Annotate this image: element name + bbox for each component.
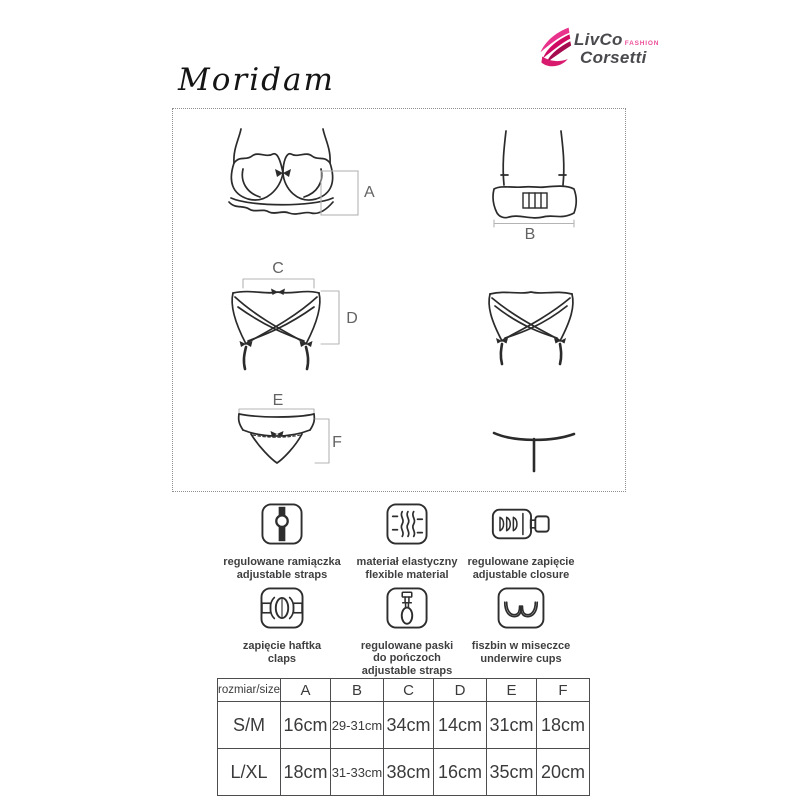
brand-name-bottom: Corsetti	[580, 47, 647, 67]
value-cell: 16cm	[433, 749, 486, 796]
adjustable-straps-icon	[260, 503, 304, 545]
header-cell-size: rozmiar/size	[218, 679, 281, 702]
value-cell: 31cm	[486, 702, 536, 749]
feature-underwire-cups	[431, 587, 611, 665]
feature-label: regulowane zapięcie adjustable closure	[467, 556, 575, 581]
bra-front-drawing	[199, 121, 389, 231]
brand-name-top: LivCo	[574, 29, 623, 49]
measure-label-f: F	[332, 434, 342, 451]
measure-label-a: A	[364, 184, 375, 201]
value-cell: 31-33cm	[330, 749, 383, 796]
feature-label: fiszbin w miseczce underwire cups	[471, 640, 571, 665]
header-cell-d: D	[433, 679, 486, 702]
size-cell: S/M	[218, 702, 281, 749]
thong-front-drawing	[231, 391, 351, 476]
flexible-material-icon	[385, 503, 429, 545]
feature-label: regulowane ramiączka adjustable straps	[223, 556, 341, 581]
value-cell: 35cm	[486, 749, 536, 796]
adjustable-closure-icon	[490, 503, 552, 545]
header-cell-f: F	[536, 679, 589, 702]
feature-label: zapięcie haftka claps	[242, 640, 322, 665]
measure-label-d: D	[346, 310, 358, 327]
size-table-row-lxl	[218, 749, 590, 796]
feature-label: materiał elastyczny flexible material	[356, 556, 458, 581]
value-cell: 29-31cm	[330, 702, 383, 749]
thong-back-drawing	[489, 425, 579, 475]
value-cell: 38cm	[383, 749, 433, 796]
underwire-cups-icon	[496, 587, 546, 629]
value-cell: 18cm	[536, 702, 589, 749]
header-cell-a: A	[280, 679, 330, 702]
value-cell: 18cm	[280, 749, 330, 796]
feature-adjustable-closure	[431, 503, 611, 581]
measure-label-c: C	[272, 260, 284, 277]
clasp-icon	[254, 587, 310, 629]
bra-back-drawing	[473, 123, 593, 241]
header-cell-b: B	[330, 679, 383, 702]
size-cell: L/XL	[218, 749, 281, 796]
feature-label: regulowane paski do pończoch adjustable straps	[360, 640, 454, 677]
garter-belt-back-drawing	[484, 284, 584, 369]
garter-clip-icon	[385, 587, 429, 629]
size-table-header-row	[218, 679, 590, 702]
measure-label-e: E	[272, 392, 284, 409]
value-cell: 20cm	[536, 749, 589, 796]
brand-logo-text	[574, 31, 659, 66]
brand-logo	[538, 24, 660, 72]
garter-belt-front-drawing	[226, 259, 371, 371]
measurement-diagram	[172, 108, 626, 492]
value-cell: 16cm	[280, 702, 330, 749]
brand-tagline: FASHION	[624, 39, 660, 47]
value-cell: 34cm	[383, 702, 433, 749]
size-table	[217, 678, 590, 796]
brand-wing-icon	[538, 25, 572, 71]
product-title: Moridam	[178, 62, 335, 98]
size-table-row-sm	[218, 702, 590, 749]
value-cell: 14cm	[433, 702, 486, 749]
header-cell-e: E	[486, 679, 536, 702]
measure-label-b: B	[524, 226, 536, 241]
header-cell-c: C	[383, 679, 433, 702]
